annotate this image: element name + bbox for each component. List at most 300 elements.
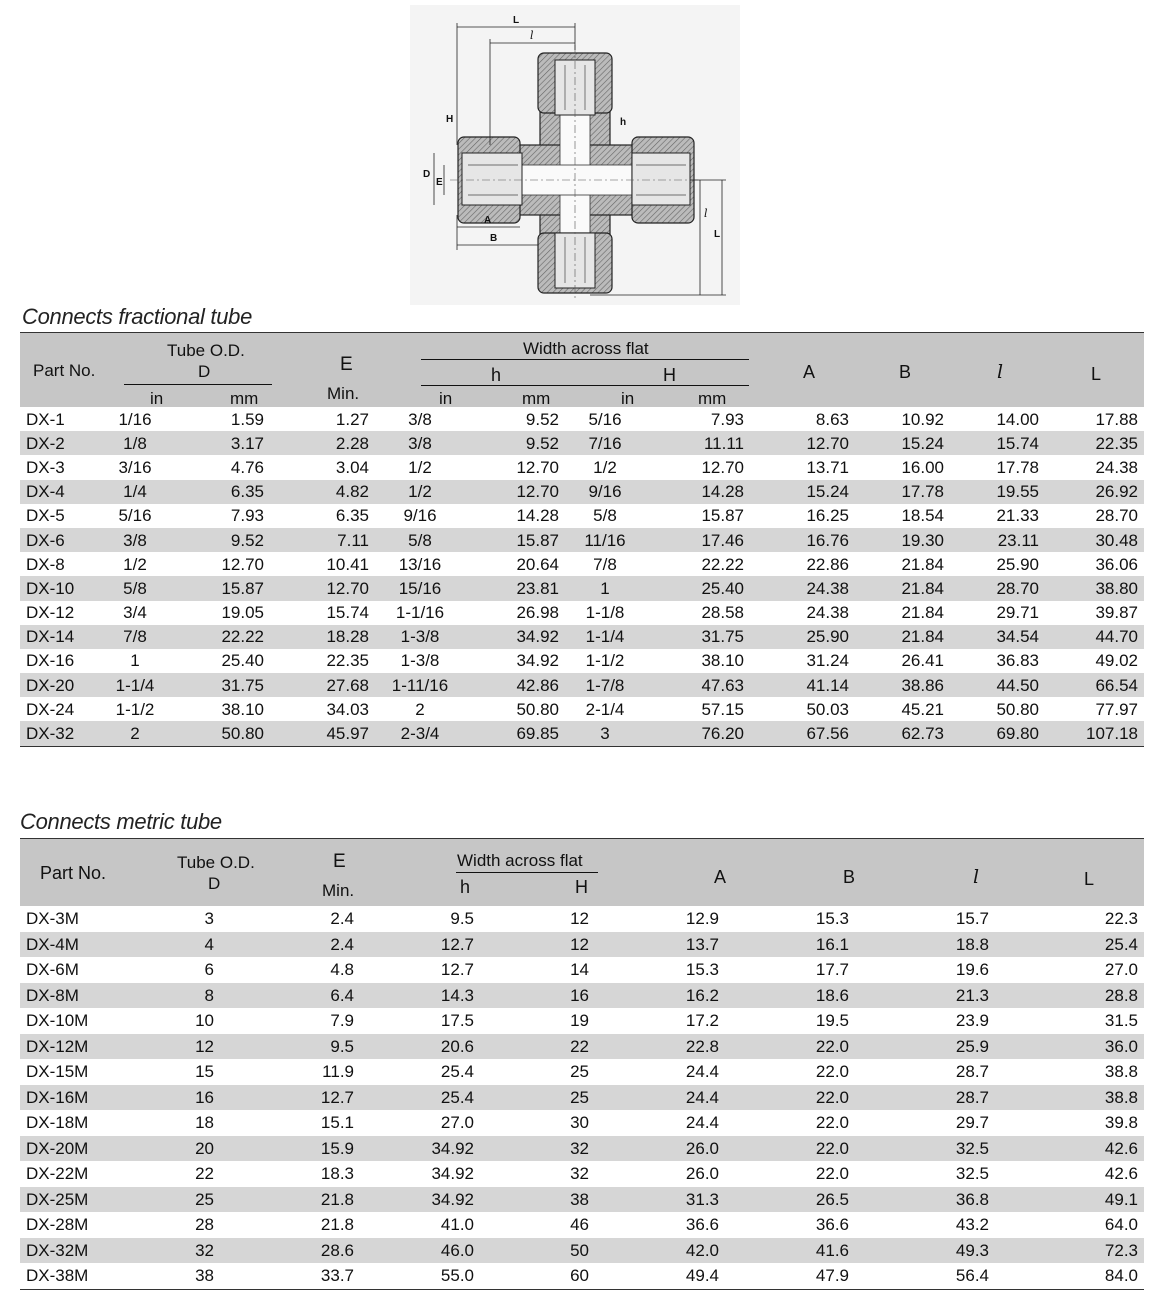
cell-tube-mm: 6.35 xyxy=(170,480,270,504)
metric-row xyxy=(20,983,1144,1009)
cell-part-no: DX-32 xyxy=(20,721,100,745)
hdr-width-across-flat: Width across flat xyxy=(523,339,649,358)
cell-H: 22 xyxy=(480,1034,595,1060)
cell-l: 43.2 xyxy=(955,1215,989,1235)
fractional-row xyxy=(20,601,1144,625)
cell-l: 23.9 xyxy=(955,1011,989,1031)
dim-label-l-top: l xyxy=(530,29,534,42)
cell-l: 50.80 xyxy=(996,699,1039,719)
cell-L: 72.3 xyxy=(995,1238,1144,1264)
cell-b: 19.30 xyxy=(855,528,950,552)
cell-e-min: 21.8 xyxy=(220,1187,360,1213)
cell-tube-in: 1/2 xyxy=(123,554,147,574)
hdr-l: l xyxy=(997,361,1004,383)
cell-part-no: DX-22M xyxy=(26,1164,89,1184)
fractional-row xyxy=(20,504,1144,528)
cell-e-min: 7.11 xyxy=(270,528,375,552)
cell-tube-d: 22 xyxy=(195,1164,214,1184)
hdr-H-mm: mm xyxy=(698,389,727,408)
cell-tube-mm: 12.70 xyxy=(221,554,264,574)
cell-h-in: 15/16 xyxy=(375,576,465,600)
cell-h-in: 1/2 xyxy=(408,457,432,477)
cell-l: 18.8 xyxy=(855,932,995,958)
cell-b: 38.86 xyxy=(855,673,950,697)
cell-H-in: 9/16 xyxy=(565,480,645,504)
cell-h-mm: 14.28 xyxy=(516,506,559,526)
cell-L: 28.70 xyxy=(1095,506,1138,526)
cell-part-no: DX-8 xyxy=(26,554,65,574)
metric-section-title: Connects metric tube xyxy=(20,809,222,834)
cell-h-in: 2 xyxy=(415,699,425,719)
cell-h: 25.4 xyxy=(440,1062,474,1082)
dim-label-B: B xyxy=(490,233,498,244)
cell-e-min: 27.68 xyxy=(270,673,375,697)
cell-l: 25.90 xyxy=(996,554,1039,574)
cell-a: 26.0 xyxy=(595,1136,725,1162)
hdr-h-mm: mm xyxy=(522,389,551,408)
cell-h: 25.4 xyxy=(360,1085,480,1111)
cell-e-min: 2.4 xyxy=(220,932,360,958)
cell-L: 64.0 xyxy=(1104,1215,1138,1235)
cell-h: 41.0 xyxy=(440,1215,474,1235)
cell-L: 38.8 xyxy=(995,1085,1144,1111)
hdr-m-tube-od-sym: D xyxy=(208,874,221,893)
cell-h-mm: 34.92 xyxy=(516,651,559,671)
cell-h-in: 3/8 xyxy=(408,409,432,429)
cell-e-min: 3.04 xyxy=(335,457,369,477)
cell-h-in: 1/2 xyxy=(375,480,465,504)
metric-row xyxy=(20,1110,1144,1136)
cell-part-no: DX-2 xyxy=(20,431,100,455)
cell-tube-mm: 50.80 xyxy=(170,721,270,745)
cell-l: 29.7 xyxy=(955,1113,989,1133)
cell-tube-d: 28 xyxy=(195,1215,214,1235)
cell-h-in: 5/8 xyxy=(375,528,465,552)
cell-part-no: DX-3M xyxy=(26,909,79,929)
cell-L: 25.4 xyxy=(995,932,1144,958)
cell-tube-mm: 15.87 xyxy=(170,576,270,600)
cell-h: 14.3 xyxy=(360,983,480,1009)
cell-H: 12 xyxy=(570,909,589,929)
fractional-row xyxy=(20,625,1144,649)
cell-b: 15.3 xyxy=(815,909,849,929)
cell-h-mm: 12.70 xyxy=(516,457,559,477)
fractional-row xyxy=(20,528,1144,552)
cell-H-mm: 25.40 xyxy=(645,576,750,600)
cell-a: 41.14 xyxy=(750,673,855,697)
cell-b: 18.54 xyxy=(901,506,944,526)
cell-l: 44.50 xyxy=(950,673,1045,697)
cell-H-in: 11/16 xyxy=(565,528,645,552)
fractional-table xyxy=(20,407,1144,746)
cell-part-no: DX-16M xyxy=(20,1085,140,1111)
cell-b: 18.6 xyxy=(725,983,855,1009)
cell-b: 21.84 xyxy=(855,576,950,600)
hdr-tube-od: Tube O.D. xyxy=(167,341,245,360)
cell-h-mm: 26.98 xyxy=(516,603,559,623)
cell-e-min: 15.1 xyxy=(320,1113,354,1133)
cell-e-min: 45.97 xyxy=(270,721,375,745)
cell-part-no: DX-10M xyxy=(26,1011,89,1031)
cell-part-no: DX-4 xyxy=(20,480,100,504)
cell-h-in: 3/8 xyxy=(375,431,465,455)
cell-h: 55.0 xyxy=(440,1266,474,1286)
cell-tube-d: 8 xyxy=(140,983,220,1009)
cell-L: 24.38 xyxy=(1095,457,1138,477)
cell-tube-mm: 22.22 xyxy=(170,625,270,649)
cell-l: 17.78 xyxy=(996,457,1039,477)
cell-a: 26.0 xyxy=(685,1164,719,1184)
cell-a: 12.9 xyxy=(685,909,719,929)
cell-b: 45.21 xyxy=(901,699,944,719)
cell-l: 15.7 xyxy=(955,909,989,929)
hdr-m-e-min: Min. xyxy=(322,881,355,900)
cell-H-mm: 14.28 xyxy=(645,480,750,504)
cell-L: 17.88 xyxy=(1095,409,1138,429)
cell-b: 26.5 xyxy=(725,1187,855,1213)
cell-part-no: DX-28M xyxy=(26,1215,89,1235)
hdr-mm: mm xyxy=(230,389,259,408)
cell-a: 15.3 xyxy=(685,960,719,980)
cell-L: 44.70 xyxy=(1045,625,1144,649)
cell-a: 8.63 xyxy=(815,409,849,429)
cell-H-in: 1/2 xyxy=(593,457,617,477)
cell-tube-in: 5/16 xyxy=(118,506,152,526)
hdr-in: in xyxy=(150,389,164,408)
cell-H-in: 7/8 xyxy=(593,554,617,574)
metric-row xyxy=(20,1136,1144,1162)
cell-e-min: 18.3 xyxy=(320,1164,354,1184)
dim-label-H: H xyxy=(446,114,454,125)
hdr-tube-od-sym: D xyxy=(198,362,211,381)
cell-a: 42.0 xyxy=(595,1238,725,1264)
cell-h: 12.7 xyxy=(360,932,480,958)
cell-l: 49.3 xyxy=(855,1238,995,1264)
cell-b: 22.0 xyxy=(815,1164,849,1184)
hdr-part-no: Part No. xyxy=(33,361,96,380)
cell-part-no: DX-24 xyxy=(26,699,75,719)
cell-H-mm: 15.87 xyxy=(701,506,744,526)
cell-L: 39.87 xyxy=(1095,603,1138,623)
cell-a: 22.86 xyxy=(806,554,849,574)
cell-h: 46.0 xyxy=(360,1238,480,1264)
cell-part-no: DX-12 xyxy=(26,603,75,623)
fractional-header xyxy=(20,333,1144,407)
cell-l: 28.7 xyxy=(855,1085,995,1111)
cell-H-in: 1-1/8 xyxy=(585,603,625,623)
hdr-h-in: in xyxy=(439,389,453,408)
cell-h-mm: 20.64 xyxy=(516,554,559,574)
cell-part-no: DX-3 xyxy=(26,457,65,477)
cell-a: 24.38 xyxy=(806,603,849,623)
cell-b: 19.5 xyxy=(815,1011,849,1031)
cell-e-min: 4.8 xyxy=(330,960,354,980)
cell-L: 38.80 xyxy=(1045,576,1144,600)
cell-tube-d: 12 xyxy=(140,1034,220,1060)
cell-H-mm: 17.46 xyxy=(645,528,750,552)
cell-tube-in: 1/16 xyxy=(118,409,152,429)
cell-tube-mm: 4.76 xyxy=(230,457,264,477)
cell-l: 28.7 xyxy=(955,1062,989,1082)
cell-b: 36.6 xyxy=(815,1215,849,1235)
hdr-H-in: in xyxy=(621,389,635,408)
cell-H-mm: 11.11 xyxy=(645,431,750,455)
cell-l: 19.55 xyxy=(950,480,1045,504)
cell-l: 34.54 xyxy=(950,625,1045,649)
cell-H-mm: 28.58 xyxy=(701,603,744,623)
cell-tube-in: 7/8 xyxy=(100,625,170,649)
hdr-m-H: H xyxy=(575,877,588,897)
fractional-row xyxy=(20,407,1144,431)
cell-H-in: 5/8 xyxy=(593,506,617,526)
cell-tube-d: 6 xyxy=(204,960,214,980)
cell-b: 22.0 xyxy=(815,1113,849,1133)
cell-L: 66.54 xyxy=(1045,673,1144,697)
fractional-row xyxy=(20,480,1144,504)
cell-part-no: DX-1 xyxy=(26,409,65,429)
cell-l: 28.70 xyxy=(950,576,1045,600)
metric-row xyxy=(20,1212,1144,1238)
hdr-m-e: E xyxy=(333,851,346,872)
cell-l: 14.00 xyxy=(996,409,1039,429)
metric-row xyxy=(20,1085,1144,1111)
cell-e-min: 21.8 xyxy=(320,1215,354,1235)
cell-l: 15.74 xyxy=(950,431,1045,455)
cell-part-no: DX-18M xyxy=(26,1113,89,1133)
cell-b: 22.0 xyxy=(725,1034,855,1060)
cell-part-no: DX-5 xyxy=(26,506,65,526)
cell-a: 31.3 xyxy=(595,1187,725,1213)
cell-L: 36.0 xyxy=(995,1034,1144,1060)
cell-l: 69.80 xyxy=(950,721,1045,745)
cell-L: 28.8 xyxy=(995,983,1144,1009)
cell-H-in: 1-7/8 xyxy=(565,673,645,697)
cell-tube-mm: 7.93 xyxy=(230,506,264,526)
cell-h-in: 1-1/16 xyxy=(395,603,445,623)
cell-H-in: 5/16 xyxy=(588,409,622,429)
fractional-row xyxy=(20,649,1144,673)
cell-H-in: 1 xyxy=(565,576,645,600)
dim-label-L-top: L xyxy=(513,15,520,26)
cell-b: 17.78 xyxy=(855,480,950,504)
cell-h: 34.92 xyxy=(431,1164,474,1184)
cell-e-min: 4.82 xyxy=(270,480,375,504)
cell-e-min: 12.70 xyxy=(270,576,375,600)
cell-L: 42.6 xyxy=(1104,1164,1138,1184)
cell-a: 24.4 xyxy=(685,1062,719,1082)
cell-h: 12.7 xyxy=(440,960,474,980)
cell-tube-mm: 19.05 xyxy=(221,603,264,623)
hdr-e: E xyxy=(340,354,353,375)
cell-a: 16.76 xyxy=(750,528,855,552)
cell-tube-mm: 1.59 xyxy=(230,409,264,429)
metric-row xyxy=(20,932,1144,958)
cell-tube-in: 1 xyxy=(130,651,140,671)
cell-H-in: 2-1/4 xyxy=(585,699,625,719)
cell-L: 27.0 xyxy=(1104,960,1138,980)
cell-e-min: 28.6 xyxy=(220,1238,360,1264)
cell-L: 42.6 xyxy=(995,1136,1144,1162)
cell-H: 46 xyxy=(570,1215,589,1235)
cell-a: 25.90 xyxy=(750,625,855,649)
hdr-m-h: h xyxy=(460,877,471,897)
cell-tube-d: 16 xyxy=(140,1085,220,1111)
cell-l: 29.71 xyxy=(996,603,1039,623)
cell-h-in: 2-3/4 xyxy=(375,721,465,745)
cell-H-mm: 57.15 xyxy=(701,699,744,719)
cell-part-no: DX-10 xyxy=(20,576,100,600)
cell-H: 32 xyxy=(480,1136,595,1162)
cell-tube-in: 5/8 xyxy=(100,576,170,600)
cell-L: 30.48 xyxy=(1045,528,1144,552)
cell-a: 16.25 xyxy=(806,506,849,526)
cell-L: 31.5 xyxy=(1104,1011,1138,1031)
cell-H: 60 xyxy=(570,1266,589,1286)
dim-label-D: D xyxy=(423,169,431,180)
cell-a: 17.2 xyxy=(685,1011,719,1031)
cell-a: 24.38 xyxy=(750,576,855,600)
cell-h-mm: 34.92 xyxy=(465,625,565,649)
metric-row xyxy=(20,1161,1144,1187)
cell-L: 84.0 xyxy=(1104,1266,1138,1286)
cell-l: 19.6 xyxy=(955,960,989,980)
cell-tube-d: 38 xyxy=(195,1266,214,1286)
cell-b: 41.6 xyxy=(725,1238,855,1264)
cell-part-no: DX-38M xyxy=(26,1266,89,1286)
cell-e-min: 33.7 xyxy=(320,1266,354,1286)
cell-part-no: DX-20 xyxy=(20,673,100,697)
cell-e-min: 9.5 xyxy=(220,1034,360,1060)
cell-H: 19 xyxy=(570,1011,589,1031)
cell-H-mm: 22.22 xyxy=(701,554,744,574)
cell-l: 21.33 xyxy=(996,506,1039,526)
cell-tube-in: 1/8 xyxy=(100,431,170,455)
cell-b: 21.84 xyxy=(901,554,944,574)
metric-bottom-rule xyxy=(20,1289,1144,1290)
cell-e-min: 15.9 xyxy=(220,1136,360,1162)
metric-row xyxy=(20,906,1144,932)
cell-h-mm: 9.52 xyxy=(465,431,565,455)
cell-tube-in: 3/8 xyxy=(100,528,170,552)
cell-a: 36.6 xyxy=(685,1215,719,1235)
hdr-m-L: L xyxy=(1084,869,1095,889)
cell-h-in: 13/16 xyxy=(398,554,442,574)
cell-tube-in: 2 xyxy=(100,721,170,745)
metric-row xyxy=(20,957,1144,983)
cell-L: 22.35 xyxy=(1045,431,1144,455)
cell-H-mm: 7.93 xyxy=(710,409,744,429)
cell-h-in: 1-3/8 xyxy=(400,651,440,671)
hdr-h: h xyxy=(491,365,502,385)
cell-l: 25.9 xyxy=(855,1034,995,1060)
cell-L: 39.8 xyxy=(1104,1113,1138,1133)
cell-part-no: DX-32M xyxy=(20,1238,140,1264)
cell-b: 21.84 xyxy=(901,603,944,623)
cell-L: 22.3 xyxy=(1104,909,1138,929)
cell-part-no: DX-20M xyxy=(20,1136,140,1162)
cell-h-in: 1-3/8 xyxy=(375,625,465,649)
cell-tube-mm: 31.75 xyxy=(170,673,270,697)
cell-part-no: DX-4M xyxy=(20,932,140,958)
cell-L: 26.92 xyxy=(1045,480,1144,504)
hdr-m-l: l xyxy=(973,866,980,888)
fractional-row xyxy=(20,431,1144,455)
cell-h-mm: 23.81 xyxy=(465,576,565,600)
cell-b: 16.1 xyxy=(725,932,855,958)
cell-H: 30 xyxy=(570,1113,589,1133)
cell-H-mm: 12.70 xyxy=(701,457,744,477)
cell-h: 34.92 xyxy=(360,1136,480,1162)
hdr-b: B xyxy=(899,362,912,382)
cell-H-mm: 47.63 xyxy=(645,673,750,697)
cell-part-no: DX-15M xyxy=(26,1062,89,1082)
cell-e-min: 2.4 xyxy=(330,909,354,929)
cell-L: 77.97 xyxy=(1095,699,1138,719)
cell-H: 14 xyxy=(570,960,589,980)
fractional-row xyxy=(20,697,1144,721)
cell-h-in: 1-11/16 xyxy=(375,673,465,697)
fractional-row xyxy=(20,552,1144,576)
cell-h-in: 9/16 xyxy=(403,506,437,526)
cell-a: 15.24 xyxy=(750,480,855,504)
cell-b: 47.9 xyxy=(815,1266,849,1286)
cell-h: 20.6 xyxy=(360,1034,480,1060)
cell-l: 21.3 xyxy=(855,983,995,1009)
cell-H: 12 xyxy=(480,932,595,958)
cell-l: 36.83 xyxy=(996,651,1039,671)
fractional-bottom-rule xyxy=(20,746,1144,747)
metric-table xyxy=(20,906,1144,1289)
dim-label-A: A xyxy=(484,215,492,226)
fractional-row xyxy=(20,455,1144,479)
cell-tube-in: 1-1/4 xyxy=(100,673,170,697)
fractional-section-title: Connects fractional tube xyxy=(22,304,253,329)
cell-b: 15.24 xyxy=(855,431,950,455)
cell-a: 12.70 xyxy=(750,431,855,455)
metric-header xyxy=(20,839,1144,906)
cell-L: 49.02 xyxy=(1095,651,1138,671)
cell-h-mm: 12.70 xyxy=(465,480,565,504)
cell-e-min: 18.28 xyxy=(270,625,375,649)
cell-a: 13.71 xyxy=(806,457,849,477)
dim-label-E: E xyxy=(436,177,443,188)
cell-e-min: 6.35 xyxy=(335,506,369,526)
metric-row xyxy=(20,1187,1144,1213)
cell-part-no: DX-16 xyxy=(26,651,75,671)
cell-tube-in: 3/16 xyxy=(118,457,152,477)
cell-l: 23.11 xyxy=(950,528,1045,552)
cell-b: 22.0 xyxy=(725,1136,855,1162)
cell-tube-d: 10 xyxy=(195,1011,214,1031)
hdr-e-min: Min. xyxy=(327,384,360,403)
metric-row xyxy=(20,1238,1144,1264)
cell-H: 16 xyxy=(480,983,595,1009)
cell-tube-d: 20 xyxy=(140,1136,220,1162)
cell-a: 22.8 xyxy=(595,1034,725,1060)
metric-row xyxy=(20,1263,1144,1289)
cell-h-mm: 50.80 xyxy=(516,699,559,719)
cell-part-no: DX-25M xyxy=(20,1187,140,1213)
cell-h-mm: 9.52 xyxy=(525,409,559,429)
union-cross-diagram xyxy=(410,5,740,305)
hdr-m-width-across-flat: Width across flat xyxy=(457,851,583,870)
dim-label-L-right: L xyxy=(714,229,721,240)
cell-e-min: 2.28 xyxy=(270,431,375,455)
cell-tube-d: 15 xyxy=(195,1062,214,1082)
cell-H-mm: 38.10 xyxy=(701,651,744,671)
hdr-m-a: A xyxy=(714,867,727,887)
cell-tube-d: 4 xyxy=(140,932,220,958)
